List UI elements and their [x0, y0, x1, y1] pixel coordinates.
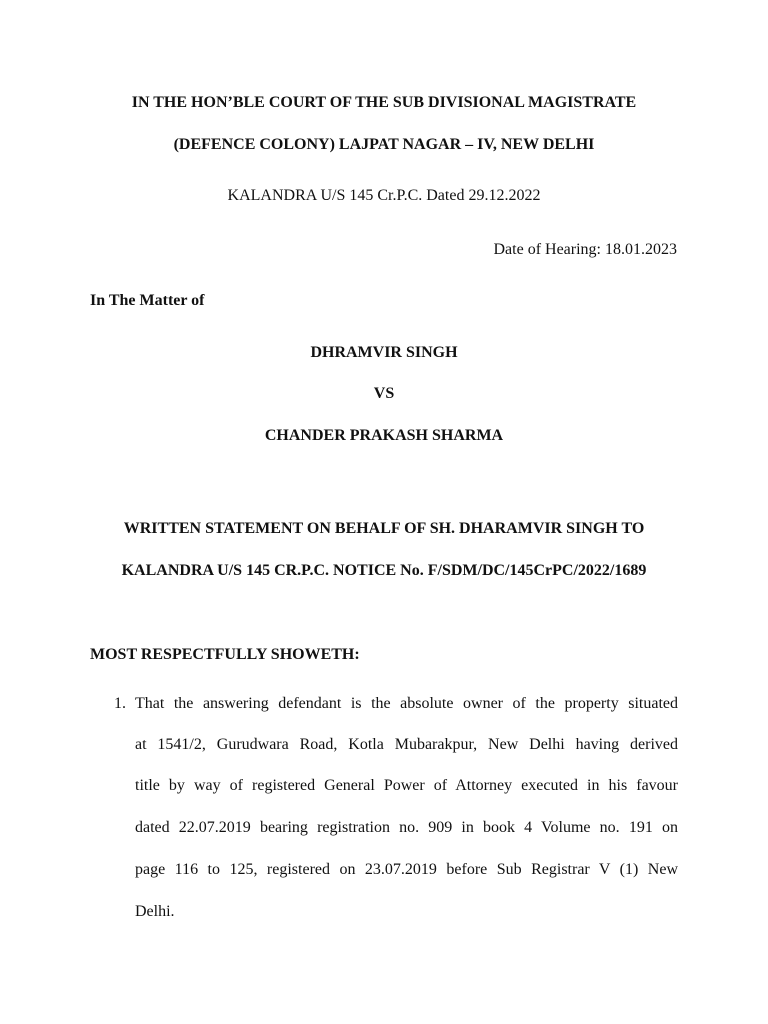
hearing-date: Date of Hearing: 18.01.2023	[493, 241, 677, 258]
paragraph-line: page 116 to 125, registered on 23.07.2019 before Sub Registrar V (1) New	[135, 861, 678, 878]
party-respondent: CHANDER PRAKASH SHARMA	[264, 427, 504, 444]
court-heading-line1: IN THE HON’BLE COURT OF THE SUB DIVISIONAL MAGISTRATE	[131, 94, 637, 111]
paragraph-line: That the answering defendant is the absolute owner of the property situated	[135, 695, 678, 712]
statement-title-line2: KALANDRA U/S 145 CR.P.C. NOTICE No. F/SDM/DC/145CrPC/2022/1689	[121, 562, 647, 579]
kalandra-reference: KALANDRA U/S 145 Cr.P.C. Dated 29.12.2022	[227, 187, 541, 204]
showeth-heading: MOST RESPECTFULLY SHOWETH:	[90, 646, 360, 663]
party-petitioner: DHRAMVIR SINGH	[310, 344, 458, 361]
paragraph-line: at 1541/2, Gurudwara Road, Kotla Mubarakpur, New Delhi having derived	[135, 736, 678, 753]
paragraph-number: 1.	[114, 695, 126, 712]
paragraph-line: dated 22.07.2019 bearing registration no. 909 in book 4 Volume no. 191 on	[135, 819, 678, 836]
statement-title-line1: WRITTEN STATEMENT ON BEHALF OF SH. DHARAMVIR SINGH TO	[123, 520, 645, 537]
matter-label: In The Matter of	[90, 292, 205, 309]
versus-label: VS	[373, 385, 395, 402]
court-heading-line2: (DEFENCE COLONY) LAJPAT NAGAR – IV, NEW DELHI	[173, 136, 595, 153]
paragraph-line: title by way of registered General Power of Attorney executed in his favour	[135, 777, 678, 794]
paragraph-line: Delhi.	[135, 903, 175, 920]
